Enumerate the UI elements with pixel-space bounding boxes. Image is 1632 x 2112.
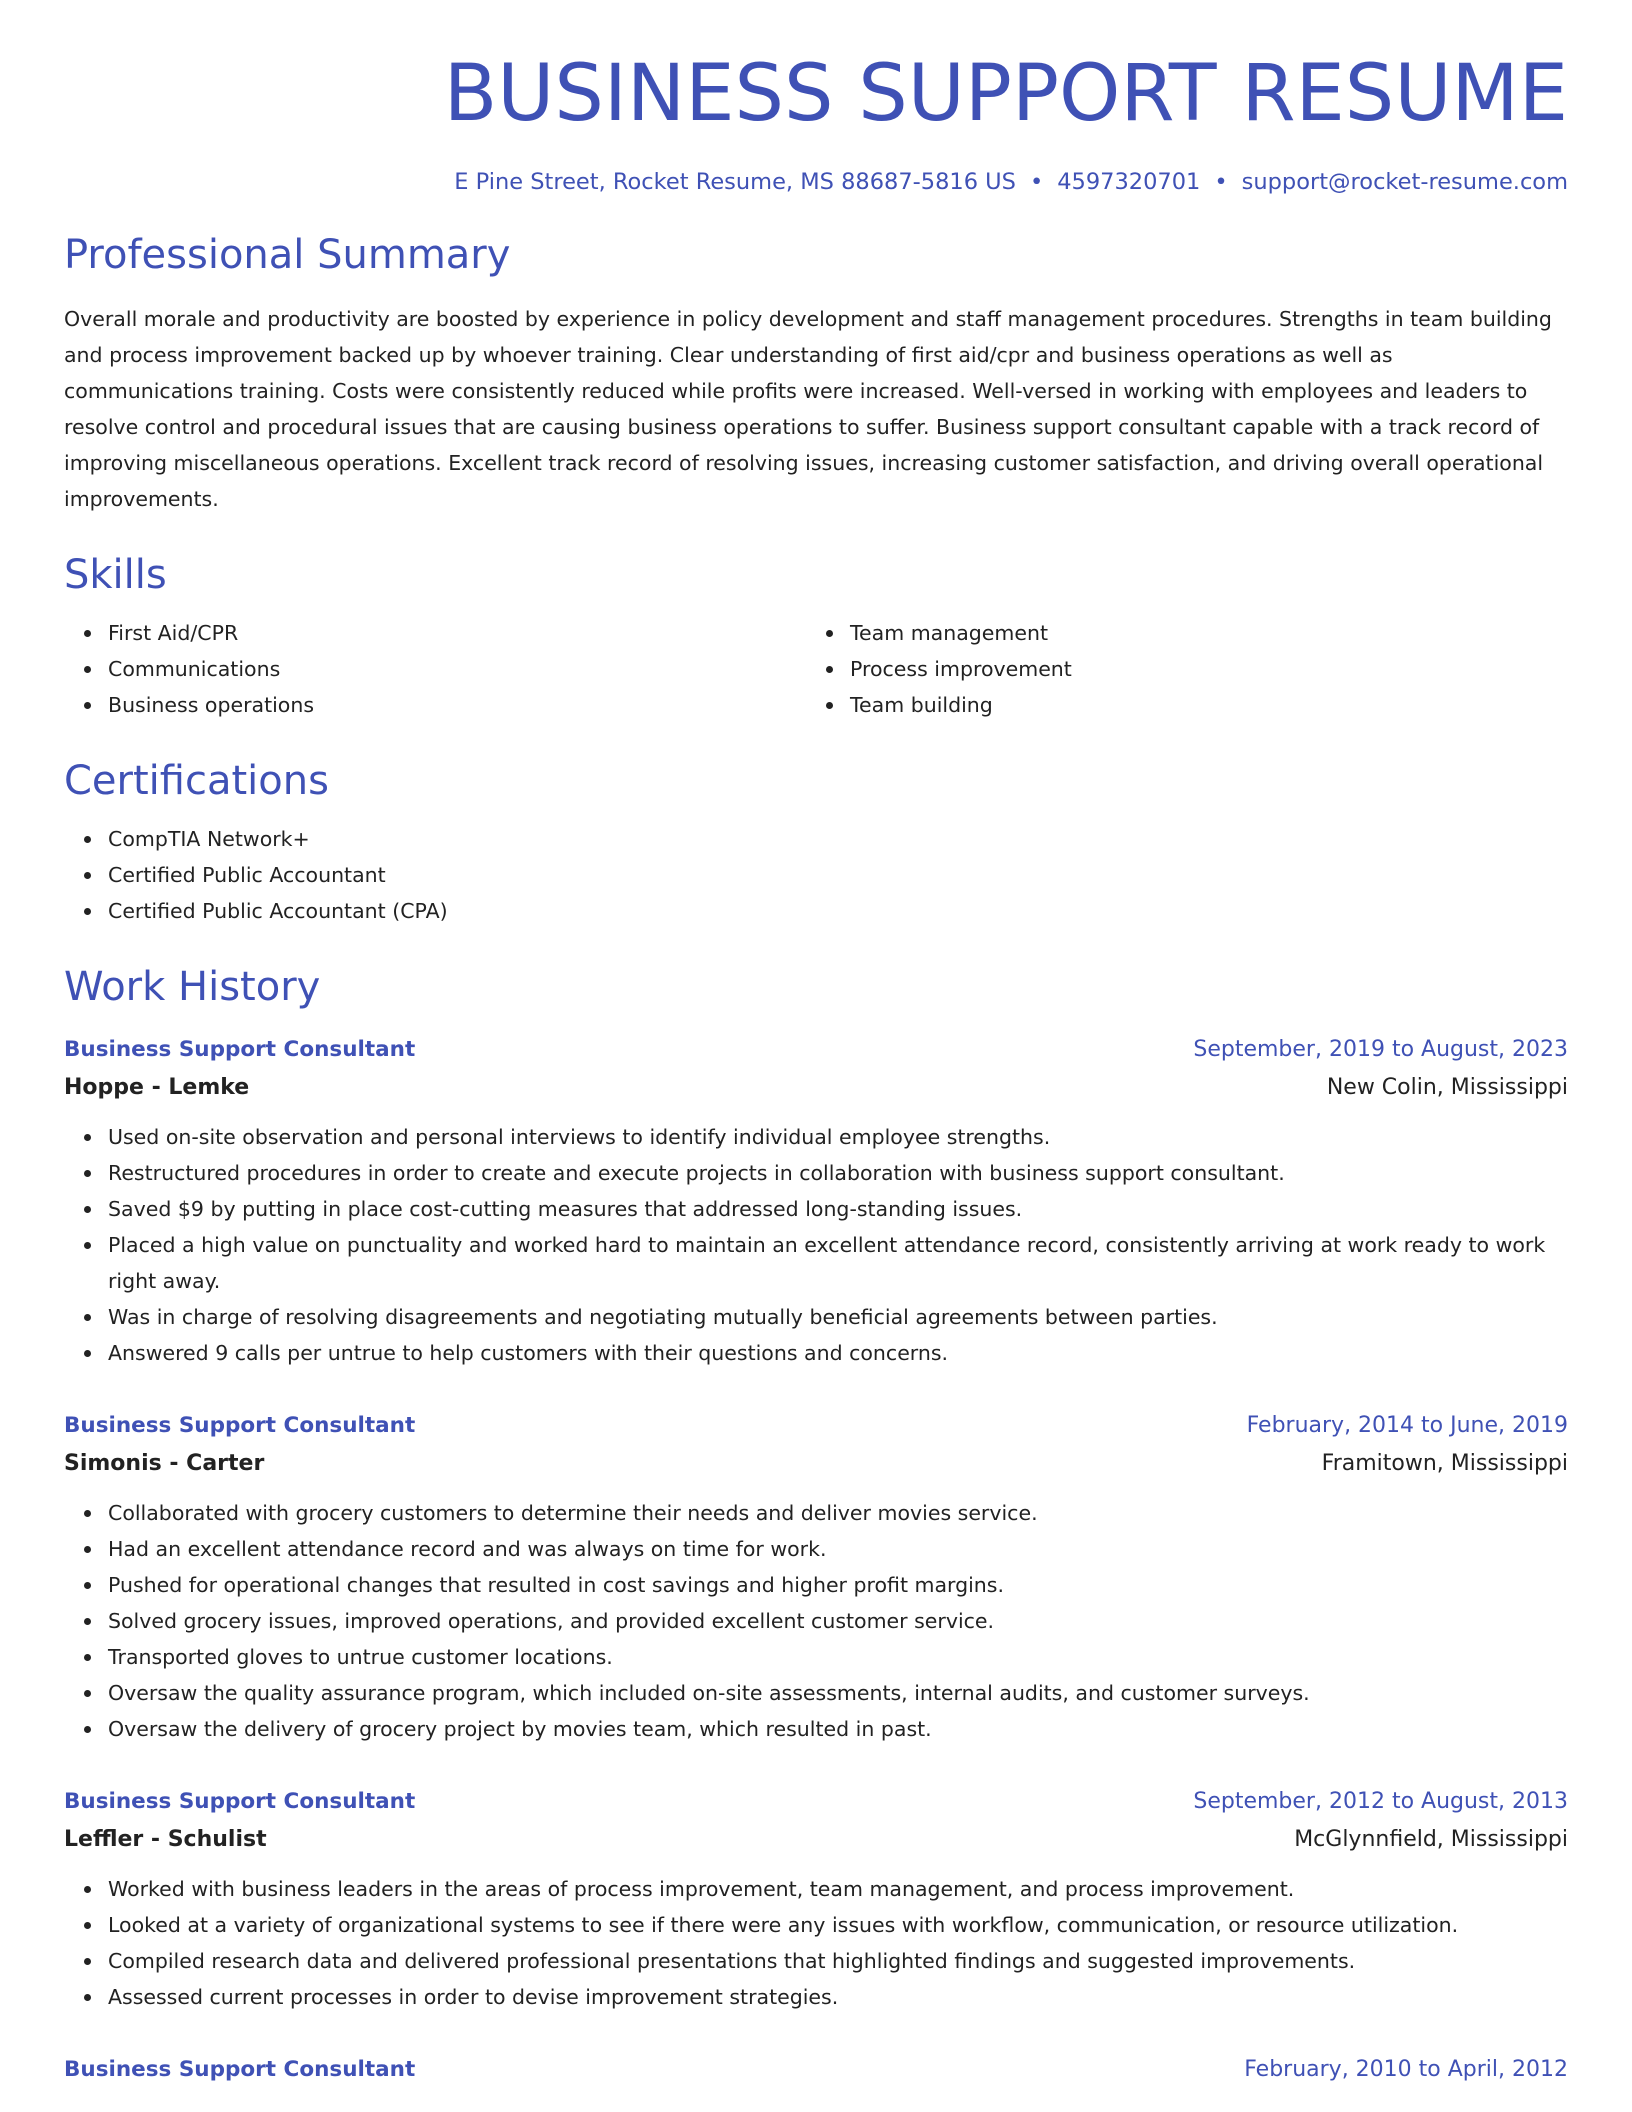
job-company-row bbox=[64, 1069, 1568, 1107]
job-title: Business Support Consultant bbox=[64, 2056, 416, 2082]
job-bullet: Assessed current processes in order to devise improvement strategies. bbox=[108, 1979, 1568, 2015]
job-location: Framitown, Mississippi bbox=[1321, 1450, 1568, 1476]
contact-separator: • bbox=[1029, 168, 1044, 195]
skills-heading: Skills bbox=[64, 551, 167, 598]
contact-separator: • bbox=[1214, 168, 1228, 195]
job-dates: September, 2012 to August, 2013 bbox=[1193, 1788, 1568, 1814]
job-bullet: Oversaw the quality assurance program, which included on-site assessments, internal audits, and customer surveys. bbox=[108, 1675, 1568, 1711]
summary-text: Overall morale and productivity are boosted by experience in policy development and staff management procedures. Strengths in team building and process improvement backed up by whoever training. Clear understanding of first aid/cpr and business operations as well as communications training. Costs were consistently reduced while profits were increased. Well-versed in working with employees and leaders to resolve control and procedural issues that are causing business operations to suffer. Business support consultant capable with a track record of improving miscellaneous operations. Excellent track record of resolving issues, increasing customer satisfaction, and driving overall operational improvements. bbox=[64, 306, 1552, 511]
job-title: Business Support Consultant bbox=[64, 1412, 416, 1438]
job-bullet: Had an excellent attendance record and was always on time for work. bbox=[108, 1531, 1568, 1567]
contact-address: E Pine Street, Rocket Resume, MS 88687-5816 US bbox=[454, 168, 1016, 195]
skills-list-left bbox=[64, 615, 806, 723]
job-title-row bbox=[64, 1031, 1568, 1069]
job-dates: September, 2019 to August, 2023 bbox=[1193, 1036, 1568, 1062]
job-bullets bbox=[64, 1871, 1568, 2015]
job-bullet: Answered 9 calls per untrue to help customers with their questions and concerns. bbox=[108, 1335, 1568, 1371]
job-bullet: Used on-site observation and personal interviews to identify individual employee strengths. bbox=[108, 1119, 1568, 1155]
job-bullet: Solved grocery issues, improved operations, and provided excellent customer service. bbox=[108, 1603, 1568, 1639]
job-entry bbox=[64, 1407, 1568, 1747]
job-bullet: Placed a high value on punctuality and worked hard to maintain an excellent attendance record, consistently arriving at work ready to work right away. bbox=[108, 1227, 1568, 1299]
certification-item: Certified Public Accountant (CPA) bbox=[108, 893, 1568, 929]
job-title-row bbox=[64, 1407, 1568, 1445]
job-company-row bbox=[64, 1445, 1568, 1483]
summary-heading: Professional Summary bbox=[64, 231, 511, 278]
job-bullet: Was in charge of resolving disagreements and negotiating mutually beneficial agreements between parties. bbox=[108, 1299, 1568, 1335]
job-company: Leffler - Schulist bbox=[64, 1826, 267, 1852]
job-title: Business Support Consultant bbox=[64, 1036, 416, 1062]
skill-item: Process improvement bbox=[850, 651, 1566, 687]
job-entry bbox=[64, 2051, 1568, 2089]
job-title-row bbox=[64, 2051, 1568, 2089]
certification-item: Certified Public Accountant bbox=[108, 857, 1568, 893]
job-bullet: Pushed for operational changes that resulted in cost savings and higher profit margins. bbox=[108, 1567, 1568, 1603]
job-bullets bbox=[64, 1495, 1568, 1747]
job-bullet: Compiled research data and delivered professional presentations that highlighted findings and suggested improvements. bbox=[108, 1943, 1568, 1979]
resume-header bbox=[64, 50, 1568, 197]
job-title: Business Support Consultant bbox=[64, 1788, 416, 1814]
job-bullet: Saved $9 by putting in place cost-cutting measures that addressed long-standing issues. bbox=[108, 1191, 1568, 1227]
certification-item: CompTIA Network+ bbox=[108, 821, 1568, 857]
job-location: McGlynnfield, Mississippi bbox=[1294, 1826, 1568, 1852]
job-location: New Colin, Mississippi bbox=[1326, 1074, 1568, 1100]
job-bullet: Collaborated with grocery customers to determine their needs and deliver movies service. bbox=[108, 1495, 1568, 1531]
skill-item: Communications bbox=[108, 651, 806, 687]
work-history-heading: Work History bbox=[64, 963, 321, 1010]
resume-name: BUSINESS SUPPORT RESUME bbox=[443, 49, 1568, 139]
certifications-list bbox=[64, 821, 1568, 929]
job-bullet: Looked at a variety of organizational systems to see if there were any issues with workflow, communication, or resource utilization. bbox=[108, 1907, 1568, 1943]
skill-item: Team building bbox=[850, 687, 1566, 723]
job-title-row bbox=[64, 1783, 1568, 1821]
job-dates: February, 2014 to June, 2019 bbox=[1246, 1412, 1568, 1438]
job-bullet: Oversaw the delivery of grocery project by movies team, which resulted in past. bbox=[108, 1711, 1568, 1747]
job-entry bbox=[64, 1783, 1568, 2015]
job-entry bbox=[64, 1031, 1568, 1371]
skill-item: First Aid/CPR bbox=[108, 615, 806, 651]
job-company: Hoppe - Lemke bbox=[64, 1074, 250, 1100]
job-bullet: Transported gloves to untrue customer locations. bbox=[108, 1639, 1568, 1675]
job-bullets bbox=[64, 1119, 1568, 1371]
contact-email: support@rocket-resume.com bbox=[1241, 168, 1568, 195]
contact-phone: 4597320701 bbox=[1057, 168, 1201, 195]
job-dates: February, 2010 to April, 2012 bbox=[1244, 2056, 1568, 2082]
job-bullet: Worked with business leaders in the areas of process improvement, team management, and process improvement. bbox=[108, 1871, 1568, 1907]
job-company-row bbox=[64, 1821, 1568, 1859]
certifications-heading: Certifications bbox=[64, 757, 329, 804]
skill-item: Business operations bbox=[108, 687, 806, 723]
skill-item: Team management bbox=[850, 615, 1566, 651]
job-company: Simonis - Carter bbox=[64, 1450, 265, 1476]
skills-grid bbox=[64, 599, 1568, 723]
job-bullet: Restructured procedures in order to create and execute projects in collaboration with business support consultant. bbox=[108, 1155, 1568, 1191]
skills-list-right bbox=[806, 615, 1566, 723]
contact-line bbox=[64, 168, 1568, 197]
